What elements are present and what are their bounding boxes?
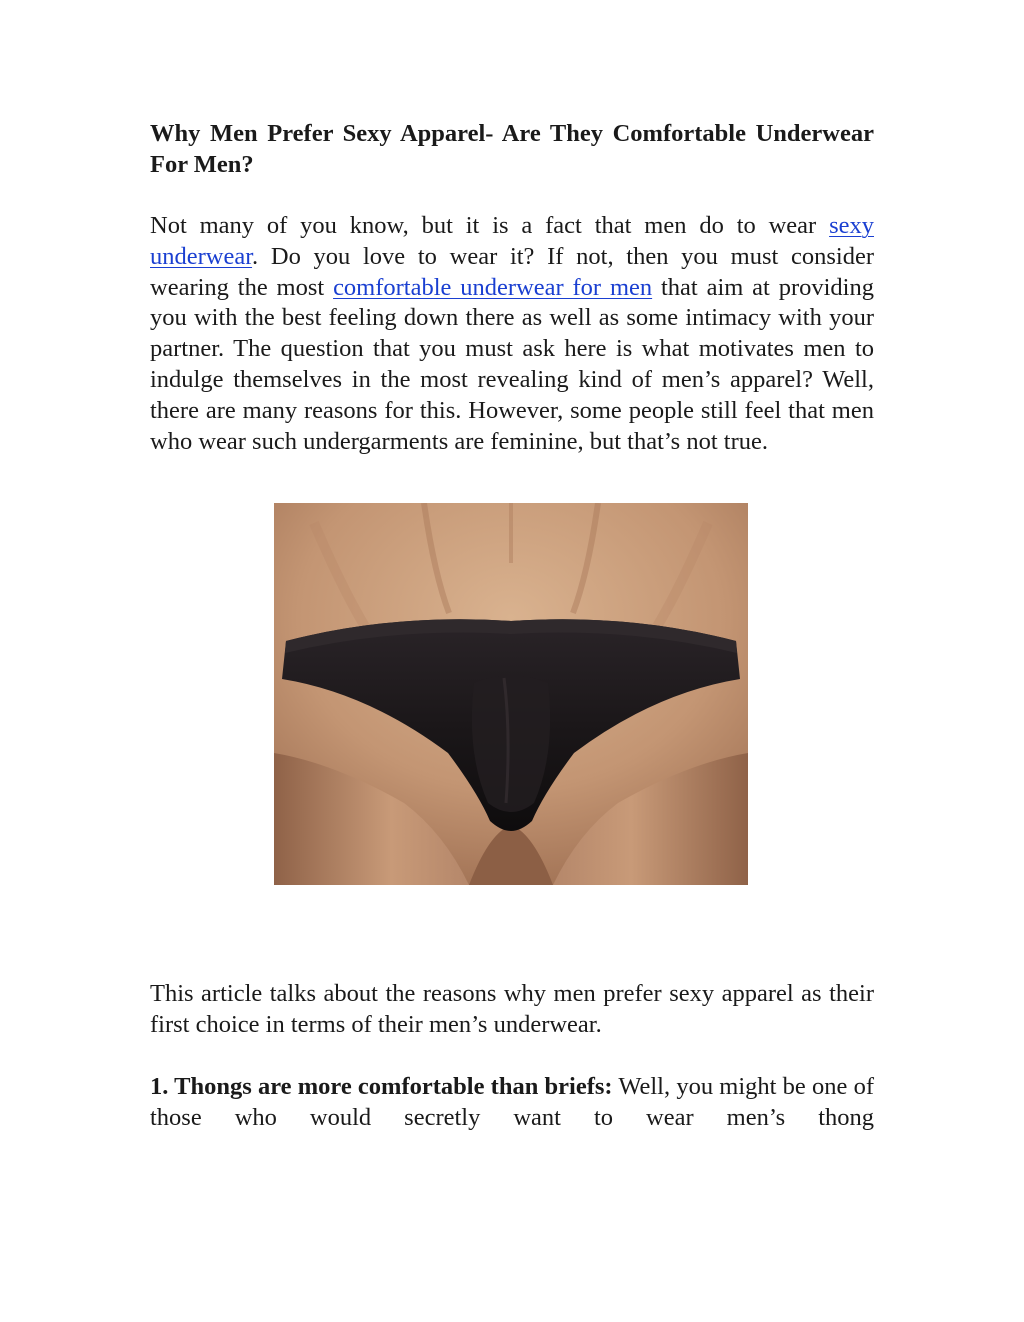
reasons-paragraph: This article talks about the reasons why men prefer sexy apparel as their first choice in terms of their men’s underwear. [150,980,874,1039]
point-1-heading: 1. Thongs are more comfortable than briefs: [150,1072,613,1100]
comfortable-underwear-link[interactable]: comfortable underwear for men [333,273,653,301]
intro-text-2: . Do you love to wear it? If not, then you must consider wearing the most [150,242,874,301]
intro-text-3: that aim at providing you with the best feeling down there as well as some intimacy with your partner. The question that you must ask here is what motivates men to indulge themselves in the most revealing kind of men’s apparel? Well, there are many reasons for this. However, some people still feel that men who wear such undergarments are feminine, but that’s not true. [150,273,874,455]
point-1-text: Well, you might be one of those who would secretly want to wear men’s thong [150,1072,874,1131]
point-1-paragraph [150,1072,874,1134]
underwear-photo [274,503,748,885]
article-figure [150,457,874,979]
sexy-underwear-link[interactable]: sexy underwear [150,212,874,270]
intro-text-1: Not many of you know, but it is a fact that men do to wear [150,212,830,239]
article-title: Why Men Prefer Sexy Apparel- Are They Comfortable Underwear For Men? [150,120,874,178]
document-page [150,118,874,1134]
intro-paragraph [150,211,874,457]
